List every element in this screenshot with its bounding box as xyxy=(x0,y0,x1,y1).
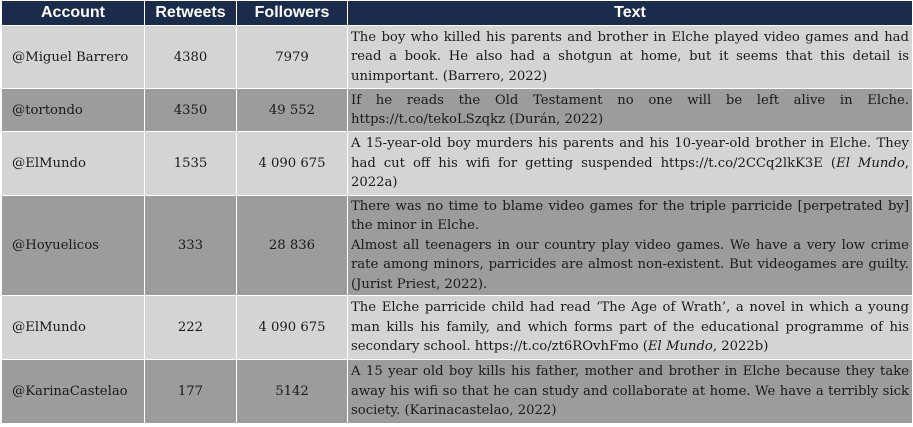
tweet-text-cell: If he reads the Old Testament no one will be left alive in Elche. https://t.co/tekoLSzqkz (Durán, 2022) xyxy=(348,89,913,132)
tweet-text-after: , 2022a) xyxy=(351,155,909,191)
tweets-table xyxy=(1,0,913,424)
tweet-text-line-2: Almost all teenagers in our country play video games. We have a very low crime rate among minors, parricides are almost non-existent. But videogames are guilty. (Jurist Priest, 2022). xyxy=(351,237,909,292)
followers-cell: 4 090 675 xyxy=(237,296,348,360)
table-row xyxy=(2,26,913,89)
followers-cell: 28 836 xyxy=(237,196,348,296)
header-text: Text xyxy=(348,1,913,26)
header-followers: Followers xyxy=(237,1,348,26)
header-retweets: Retweets xyxy=(145,1,237,26)
tweet-text-before: The Elche parricide child had read ‘The Age of Wrath’, a novel in which a young man kills his family, and which forms part of the educational programme of his secondary school. https://t.co/zt6ROvhFmo ( xyxy=(351,300,909,355)
retweets-cell: 4380 xyxy=(145,26,237,89)
followers-cell: 49 552 xyxy=(237,89,348,132)
table-row xyxy=(2,89,913,132)
account-cell: @tortondo xyxy=(2,89,145,132)
account-cell: @ElMundo xyxy=(2,296,145,360)
retweets-cell: 4350 xyxy=(145,89,237,132)
account-cell: @KarinaCastelao xyxy=(2,360,145,424)
tweet-text-cell xyxy=(348,296,913,360)
retweets-cell: 1535 xyxy=(145,132,237,196)
tweet-text-after: , 2022b) xyxy=(712,339,769,355)
tweet-text-before: A 15-year-old boy murders his parents and his 10-year-old brother in Elche. They had cut off his wifi for getting suspended https://t.co/2CCq2lkK3E ( xyxy=(351,136,909,171)
tweet-text-line-1: There was no time to blame video games for the triple parricide [perpetrated by] the minor in Elche. xyxy=(351,198,909,234)
table-row xyxy=(2,196,913,296)
tweet-text-cell xyxy=(348,196,913,296)
retweets-cell: 333 xyxy=(145,196,237,296)
account-cell: @Hoyuelicos xyxy=(2,196,145,296)
tweet-source-italic: El Mundo xyxy=(836,155,905,171)
tweet-text-cell xyxy=(348,132,913,196)
account-cell: @ElMundo xyxy=(2,132,145,196)
table-row xyxy=(2,296,913,360)
retweets-cell: 177 xyxy=(145,360,237,424)
followers-cell: 5142 xyxy=(237,360,348,424)
followers-cell: 7979 xyxy=(237,26,348,89)
header-account: Account xyxy=(2,1,145,26)
tweet-text-cell: A 15 year old boy kills his father, mother and brother in Elche because they take away his wifi so that he can study and collaborate at home. We have a terribly sick society. (Karinacastelao, 2022) xyxy=(348,360,913,424)
retweets-cell: 222 xyxy=(145,296,237,360)
tweet-source-italic: El Mundo xyxy=(647,339,713,355)
account-cell: @Miguel Barrero xyxy=(2,26,145,89)
header-row xyxy=(2,1,913,26)
table-row xyxy=(2,132,913,196)
tweet-text-cell: The boy who killed his parents and brother in Elche played video games and had read a book. He also had a shotgun at home, but it seems that this detail is unimportant. (Barrero, 2022) xyxy=(348,26,913,89)
table-row xyxy=(2,360,913,424)
followers-cell: 4 090 675 xyxy=(237,132,348,196)
